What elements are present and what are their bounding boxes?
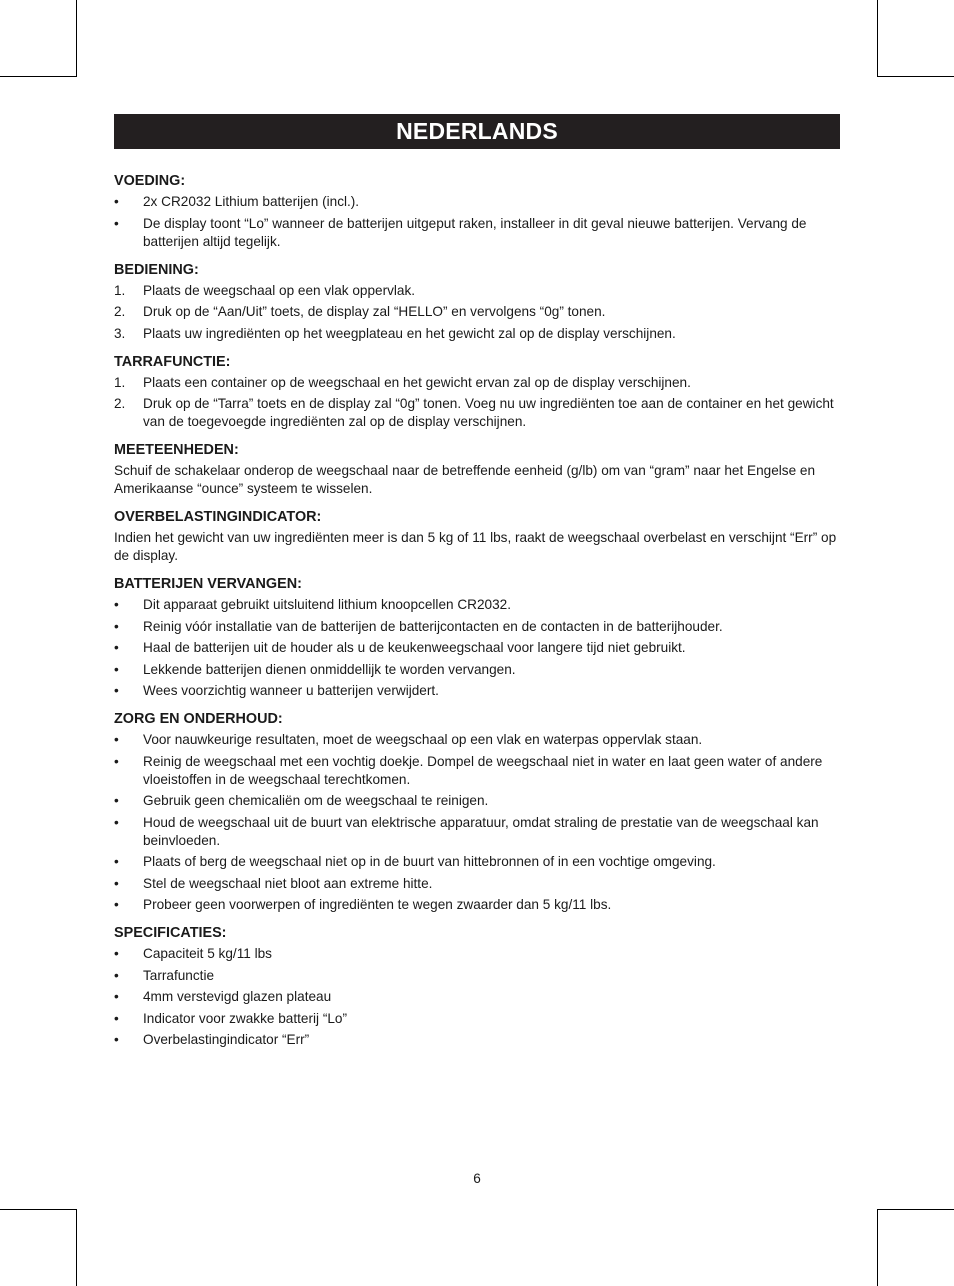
list-marker: • <box>114 753 119 769</box>
list-item-text: Gebruik geen chemicaliën om de weegschaal te reinigen. <box>143 793 489 808</box>
list-item <box>114 661 840 679</box>
list-item-text: Overbelastingindicator “Err” <box>143 1032 310 1047</box>
section-heading: BATTERIJEN VERVANGEN: <box>114 576 302 592</box>
crop-mark <box>0 76 77 77</box>
list-item-text: Reinig de weegschaal met een vochtig doekje. Dompel de weegschaal niet in water en laat geen water of andere vloeistoffen in de weegschaal terechtkomen. <box>143 753 823 787</box>
list-item <box>114 967 840 985</box>
list-item <box>114 853 840 871</box>
section <box>114 508 840 565</box>
list-marker: 2. <box>114 396 126 411</box>
crop-mark <box>877 0 878 76</box>
list-marker: • <box>114 814 119 830</box>
list-marker: • <box>114 1010 119 1026</box>
list-marker: • <box>114 946 119 961</box>
list-item-text: Stel de weegschaal niet bloot aan extreme hitte. <box>143 875 433 891</box>
list-item <box>114 945 840 963</box>
list-marker: 1. <box>114 282 126 298</box>
section-paragraph: Schuif de schakelaar onderop de weegschaal naar de betreffende eenheid (g/lb) om van “gram” naar het Engelse en Amerikaanse “ounce” systeem te wisselen. <box>114 463 816 496</box>
list-item <box>114 596 840 614</box>
list-marker: • <box>114 683 119 698</box>
list-item <box>114 792 840 810</box>
list-marker: • <box>114 875 119 891</box>
list-item-text: Indicator voor zwakke batterij “Lo” <box>143 1010 347 1026</box>
list-marker: • <box>114 854 119 869</box>
list-marker: • <box>114 967 119 983</box>
list-item <box>114 896 840 914</box>
list-marker: • <box>114 897 119 912</box>
language-banner: NEDERLANDS <box>114 114 840 149</box>
list-item-text: Haal de batterijen uit de houder als u de keukenweegschaal voor langere tijd niet gebruikt. <box>143 640 686 655</box>
list-marker: • <box>114 215 119 231</box>
list-item-text: Lekkende batterijen dienen onmiddellijk te worden vervangen. <box>143 661 516 677</box>
list-item-text: De display toont “Lo” wanneer de batterijen uitgeput raken, installeer in dit geval nieuwe batterijen. Vervang de batterijen altijd tegelijk. <box>143 215 807 249</box>
crop-mark <box>877 76 954 77</box>
list-marker: • <box>114 597 119 612</box>
section <box>114 261 840 343</box>
list-item <box>114 639 840 657</box>
list-item <box>114 193 840 211</box>
section-heading: ZORG EN ONDERHOUD: <box>114 711 283 727</box>
list-item <box>114 1010 840 1028</box>
list-item <box>114 215 840 251</box>
list-item-text: Dit apparaat gebruikt uitsluitend lithium knoopcellen CR2032. <box>143 597 512 612</box>
list-marker: • <box>114 732 119 747</box>
list-marker: • <box>114 989 119 1004</box>
list-item-text: Plaats uw ingrediënten op het weegplateau en het gewicht zal op de display verschijnen. <box>143 325 676 341</box>
list-item <box>114 814 840 850</box>
section-heading: OVERBELASTINGINDICATOR: <box>114 509 322 525</box>
list-marker: 3. <box>114 325 126 341</box>
section <box>114 710 840 914</box>
list-item <box>114 731 840 749</box>
list-marker: • <box>114 618 119 634</box>
list-marker: • <box>114 661 119 677</box>
section-heading: BEDIENING: <box>114 261 199 278</box>
list-item-text: Druk op de “Aan/Uit” toets, de display zal “HELLO” en vervolgens “0g” tonen. <box>143 304 606 319</box>
section-heading: VOEDING: <box>114 173 186 189</box>
section <box>114 353 840 432</box>
list-item <box>114 374 840 392</box>
page-number: 6 <box>473 1171 481 1186</box>
list-item-text: Capaciteit 5 kg/11 lbs <box>143 946 272 961</box>
list-item-text: Tarrafunctie <box>143 967 215 983</box>
list-item-text: Probeer geen voorwerpen of ingrediënten te wegen zwaarder dan 5 kg/11 lbs. <box>143 897 612 912</box>
list-item-text: 2x CR2032 Lithium batterijen (incl.). <box>143 194 360 209</box>
list-item-text: Houd de weegschaal uit de buurt van elektrische apparatuur, omdat straling de prestatie van de weegschaal kan beinvloeden. <box>143 814 819 848</box>
section-paragraph: Indien het gewicht van uw ingrediënten meer is dan 5 kg of 11 lbs, raakt de weegschaal overbelast en verschijnt “Err” op de display. <box>114 530 837 563</box>
section <box>114 441 840 498</box>
list-marker: • <box>114 194 119 209</box>
list-item <box>114 875 840 893</box>
list-marker: 2. <box>114 304 126 319</box>
section-heading: TARRAFUNCTIE: <box>114 353 231 370</box>
list-item <box>114 988 840 1006</box>
list-item-text: Plaats of berg de weegschaal niet op in de buurt van hittebronnen of in een vochtige omgeving. <box>143 854 716 869</box>
crop-mark <box>877 1209 954 1210</box>
list-item-text: Voor nauwkeurige resultaten, moet de weegschaal op een vlak en waterpas oppervlak staan. <box>143 732 703 747</box>
list-item-text: Reinig vóór installatie van de batterijen de batterijcontacten en de contacten in de batterijhouder. <box>143 618 723 634</box>
section <box>114 575 840 700</box>
list-item-text: Druk op de “Tarra” toets en de display zal “0g” tonen. Voeg nu uw ingrediënten toe aan de container en het gewicht van de toegevoegde ingrediënten zal op de display verschijnen. <box>143 396 834 429</box>
list-item-text: Plaats een container op de weegschaal en het gewicht ervan zal op de display verschijnen. <box>143 374 691 390</box>
section-heading: SPECIFICATIES: <box>114 925 227 941</box>
list-marker: 1. <box>114 374 126 390</box>
list-item <box>114 682 840 700</box>
list-item <box>114 1031 840 1049</box>
list-marker: • <box>114 640 119 655</box>
list-item-text: Plaats de weegschaal op een vlak oppervlak. <box>143 282 416 298</box>
crop-mark <box>76 1209 77 1286</box>
list-item <box>114 282 840 300</box>
crop-mark <box>76 0 77 76</box>
crop-mark <box>877 1209 878 1286</box>
list-item <box>114 395 840 431</box>
list-item-text: 4mm verstevigd glazen plateau <box>143 989 332 1004</box>
manual-content <box>114 172 840 1059</box>
list-item <box>114 303 840 321</box>
list-item-text: Wees voorzichtig wanneer u batterijen verwijdert. <box>143 683 439 698</box>
crop-mark <box>0 1209 77 1210</box>
list-marker: • <box>114 793 119 808</box>
list-item <box>114 325 840 343</box>
section <box>114 172 840 251</box>
list-marker: • <box>114 1032 119 1047</box>
section-heading: MEETEENHEDEN: <box>114 442 239 458</box>
list-item <box>114 618 840 636</box>
list-item <box>114 753 840 789</box>
section <box>114 924 840 1049</box>
